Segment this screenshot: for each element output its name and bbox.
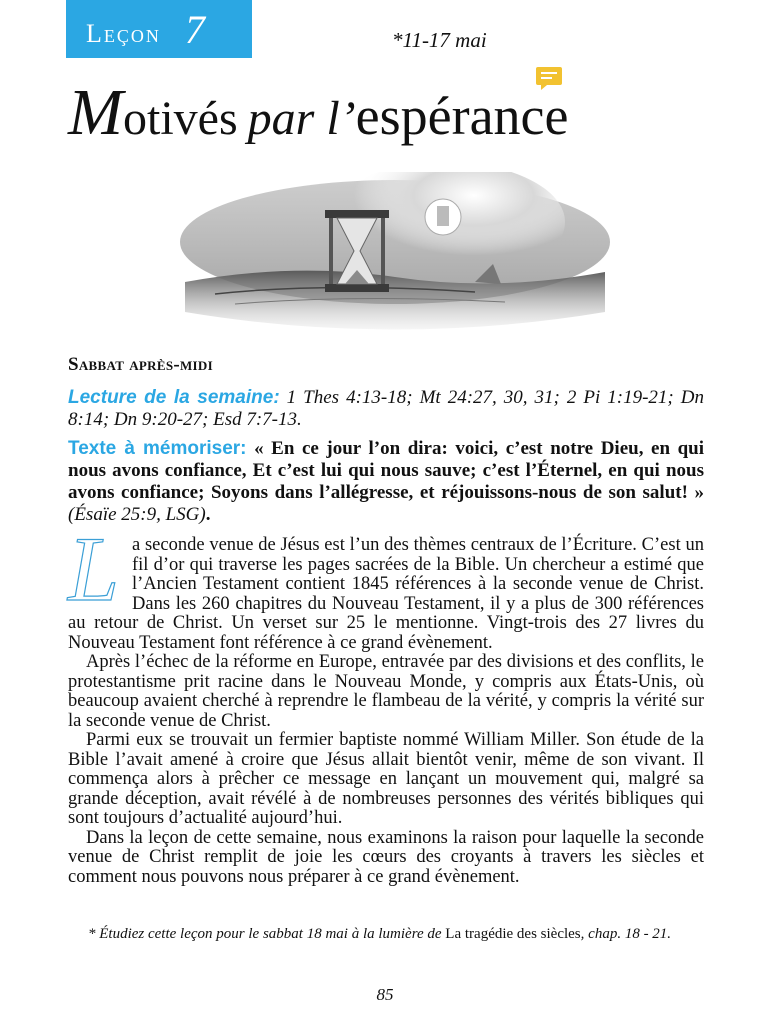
page-title xyxy=(68,76,569,160)
reading-label: Lecture de la semaine: xyxy=(68,387,280,408)
reading-references: 1 Thes 4:13-18; Mt 24:27, 30, 31; 2 Pi 1:19-21; Dn 8:14; Dn 9:20-27; Esd 7:7-13. xyxy=(68,387,704,430)
body-paragraph: Dans la leçon de cette semaine, nous examinons la raison pour laquelle la seconde venue de Christ remplit de joie les cœurs des croyants à travers les siècles et comment nous pouvons nous préparer à ce grand évènement. xyxy=(68,827,704,887)
title-part2: par l’ xyxy=(247,92,356,145)
lesson-number: 7 xyxy=(184,6,205,52)
drop-cap: L xyxy=(68,518,120,620)
paragraph-1-text: a seconde venue de Jésus est l’un des thèmes centraux de l’Écriture. C’est un fil d’or qui traverse les pages sacrées de la Bible. Un chercheur a estimé que l’Ancien Testament contient 1845 références à la seconde venue de Christ. Dans les 260 chapitres du Nouveau Testament, il y a plus de 300 références au retour de Christ. Un verset sur 25 le mentionne. Vingt-trois des 27 livres du Nouveau Testament font référence à ce grand évènement. xyxy=(68,535,704,653)
body-paragraph: Parmi eux se trouvait un fermier baptiste nommé William Miller. Son étude de la Bible l’avait amené à croire que Jésus allait bientôt venir, même de son vivant. Il commença alors à prêcher ce message en lançant un mouvement qui, malgré sa grande déception, avait révélé à de nombreuses personnes des vérités bibliques qui sont toujours d’actualité aujourd’hui. xyxy=(68,730,704,828)
sun-icon xyxy=(425,199,461,235)
memory-quote: « En ce jour l’on dira: voici, c’est notre Dieu, en qui nous avons confiance, Et c’est lui qui nous sauve; c’est l’Éternel, en qui nous avons confiance; Soyons dans l’allégresse, et réjouissons-nous de son salut! » xyxy=(68,438,705,503)
footnote-chapters: , chap. 18 - 21. xyxy=(580,926,672,942)
introduction-body xyxy=(68,518,704,887)
title-part1: otivés xyxy=(122,92,238,145)
memory-text xyxy=(68,438,704,526)
memory-label: Texte à mémoriser: xyxy=(68,438,247,459)
lesson-word: Leçon xyxy=(86,19,161,48)
weekly-reading xyxy=(68,387,704,431)
memory-end: . xyxy=(205,504,211,525)
memory-reference: (Ésaïe 25:9, LSG) xyxy=(68,504,206,525)
footnote-text: * Étudiez cette leçon pour le sabbat 18 mai à la lumière de xyxy=(88,926,446,942)
section-heading: Sabbat après-midi xyxy=(68,354,213,375)
body-paragraph xyxy=(68,518,704,653)
footnote-book-title: La tragédie des siècles xyxy=(445,926,581,942)
page-number: 85 xyxy=(376,985,394,1004)
title-part3: espérance xyxy=(355,86,569,146)
footnote xyxy=(88,926,671,943)
body-paragraph: Après l’échec de la réforme en Europe, entravée par des divisions et des conflits, le protestantisme prit racine dans le Nouveau Monde, y compris aux États-Unis, où beaucoup avaient cherché à reprendre le flambeau de la vérité, y compris la vérité sur la seconde venue de Christ. xyxy=(68,652,704,731)
lesson-illustration xyxy=(175,172,615,342)
lesson-tab xyxy=(66,0,252,58)
lesson-dates: *11-17 mai xyxy=(392,28,487,52)
title-initial: M xyxy=(68,76,123,149)
